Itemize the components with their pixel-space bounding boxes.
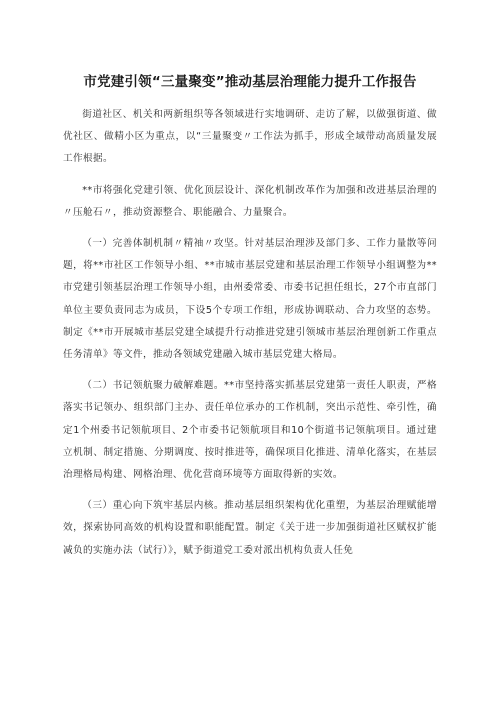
document-title: 市党建引领“三量聚变”推动基层治理能力提升工作报告 — [83, 74, 417, 90]
paragraph-section-3: （三）重心向下筑牢基层内核。推动基层组织架构优化重塑，为基层治理赋能增效，探索协同高效的机构设置和职能配置。制定《关于进一步加强街道社区赋权扩能减负的实施办法（试行）》，赋予街道党工委对派出机构负责人任免 — [63, 500, 437, 556]
paragraph-intro: 街道社区、机关和两新组织等各领域进行实地调研、走访了解，以做强街道、做优社区、做精小区为重点，以“三量聚变〃工作法为抓手，形成全域带动高质量发展工作根据。 — [63, 109, 437, 165]
paragraph-overview: **市将强化党建引领、优化顶层设计、深化机制改革作为加强和改进基层治理的〃压舱石〃，推动资源整合、职能融合、力量聚合。 — [63, 184, 437, 218]
paragraph-section-1: （一）完善体制机制〃精袖〃攻坚。针对基层治理涉及部门多、工作力量散等问题，将**市社区工作领导小组、**市城市基层党建和基层治理工作领导小组调整为**市党建引领基层治理工作领导小组，由州委常委、市委书记担任组长，27个市直部门单位主要负责同志为成员，下设5个专项工作组，形成协调联动、合力攻坚的态势。制定《**市开展城市基层党建全域提升行动推进党建引领城市基层治理创新工作重点任务清单》等文件，推动各领域党建融入城市基层党建大格局。 — [63, 238, 437, 361]
paragraph-section-2: （二）书记领航聚力破解难题。**市坚持落实抓基层党建第一责任人职责，严格落实书记领办、组织部门主办、责任单位承办的工作机制，突出示范性、牵引性，确定1个州委书记领航项目、2个市委书记领航项目和10个街道书记领航项目。通过建立机制、制定措施、分期调度、按时推进等，确保项目化推进、清单化落实，在基层治理格局构建、网格治理、优化营商环境等方面取得新的实效。 — [63, 380, 437, 481]
